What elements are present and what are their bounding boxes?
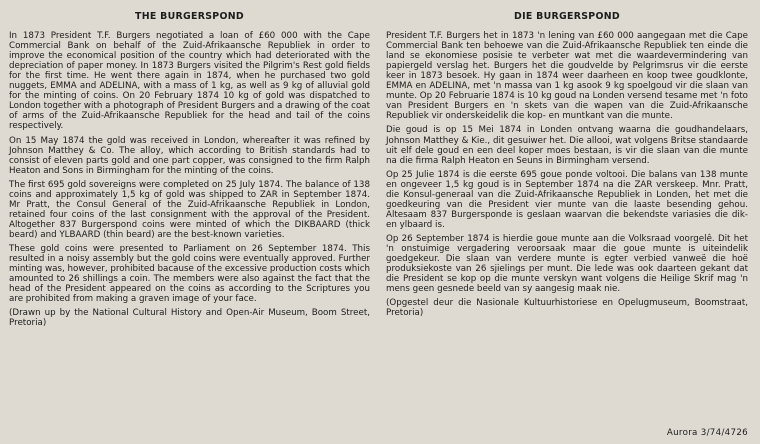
english-paragraph-2: On 15 May 1874 the gold was received in London, whereafter it was refined by Johnson Matthey & Co. The alloy, which according to British standards had to consist of eleven parts gold and one part copper, was consigned to the firm Ralph Heaton and Sons in Birmingham for the minting of the coins. — [9, 135, 370, 176]
publication-reference: Aurora 3/74/4726 — [666, 428, 748, 438]
afrikaans-paragraph-2: Die goud is op 15 Mei 1874 in Londen ontvang waarna die goudhandelaars, Johnson Matthey & Kie., dit gesuiwer het. Die allooi, wat volgens Britse standaarde uit elf dele goud en een deel koper moes bestaan, is vir die slaan van die munte na die firma Ralph Heaton en Seuns in Birmingham versend. — [386, 125, 748, 166]
afrikaans-paragraph-3: Op 25 Julie 1874 is die eerste 695 goue ponde voltooi. Die balans van 138 munte en ongeveer 1,5 kg goud is in September 1874 na die ZAR verskeep. Mnr. Pratt, die Konsul-generaal van die Zuid-Afrikaansche Republiek in Londen, het met die goedkeuring van die President vier munte van die laaste besending gehou. Altesaam 837 Burgersponde is geslaan waarvan die bekendste variasies die dik- en ylbaard is. — [386, 169, 748, 230]
afrikaans-title: DIE BURGERSPOND — [514, 11, 620, 22]
afrikaans-paragraph-1: President T.F. Burgers het in 1873 'n lening van £60 000 aangegaan met die Cape Commercial Bank ten behoewe van die Zuid-Afrikaansche Republiek ten einde die land se ekonomiese posisie te verbeter wat met die waardevermindering van papiergeld verslag het. Burgers het die goudvelde by Pelgrimsrus vir die eerste keer in 1873 besoek. Hy gaan in 1874 weer daarheen en koop twee goudklonte, EMMA en ADELINA, met 'n massa van 1 kg asook 9 kg spoelgoud vir die slaan van munte. Op 20 Februarie 1874 is 10 kg goud na Londen versend tesame met 'n foto van President Burgers en 'n skets van die wapen van die Zuid-Afrikaansche Republiek vir onderskeidelik die kop- en muntkant van die munte. — [386, 31, 748, 122]
english-column — [9, 6, 370, 332]
english-credit: (Drawn up by the National Cultural History and Open-Air Museum, Boom Street, Pretoria) — [9, 308, 370, 329]
english-paragraph-4: These gold coins were presented to Parliament on 26 September 1874. This resulted in a noisy assembly but the gold coins were eventually approved. Further minting was, however, prohibited bacause of the excessive production costs which amounted to 26 shillings a coin. The members were also against the fact that the head of the President appeared on the coins as according to the Scriptures you are prohibited from making a graven image of your face. — [9, 243, 370, 305]
afrikaans-column — [386, 6, 748, 322]
afrikaans-credit: (Opgestel deur die Nasionale Kultuurhistoriese en Opelugmuseum, Boomstraat, Pretoria) — [386, 298, 748, 319]
english-paragraph-3: The first 695 gold sovereigns were completed on 25 July 1874. The balance of 138 coins and approximately 1,5 kg of gold was shipped to ZAR in September 1874. Mr Pratt, the Consul General of the Zuid-Afrikaansche Republiek in London, retained four coins of the last consignment with the approval of the President. Altogether 837 Burgerspond coins were minted of which the DIKBAARD (thick beard) and YLBAARD (thin beard) are the best-known varieties. — [9, 179, 370, 240]
afrikaans-paragraph-4: Op 26 September 1874 is hierdie goue munte aan die Volksraad voorgelê. Dit het 'n onstuimige vergadering veroorsaak maar die goue munte is uiteindelik goedgekeur. Die slaan van verdere munte is egter verbied vanweë die hoë produksiekoste van 26 sjielings per munt. Die lede was ook daarteen gekant dat die President se kop op die munte verskyn want volgens die Heilige Skrif mag 'n mens geen gesnede beeld van sy aangesig maak nie. — [386, 233, 748, 295]
english-paragraph-1: In 1873 President T.F. Burgers negotiated a loan of £60 000 with the Cape Commercial Bank on behalf of the Zuid-Afrikaansche Republiek in order to improve the economical position of the country which had deteriorated with the depreciation of paper money. In 1873 Burgers visited the Pilgrim's Rest gold fields for the first time. He went there again in 1874, when he purchased two gold nuggets, EMMA and ADELINA, with a mass of 1 kg, as well as 9 kg of alluvial gold for the minting of coins. On 20 February 1874 10 kg of gold was dispatched to London together with a photograph of President Burgers and a drawing of the coat of arms of the Zuid-Afrikaansche Republiek for the head and tail of the coins respectively. — [9, 31, 370, 132]
english-title: THE BURGERSPOND — [135, 11, 244, 22]
